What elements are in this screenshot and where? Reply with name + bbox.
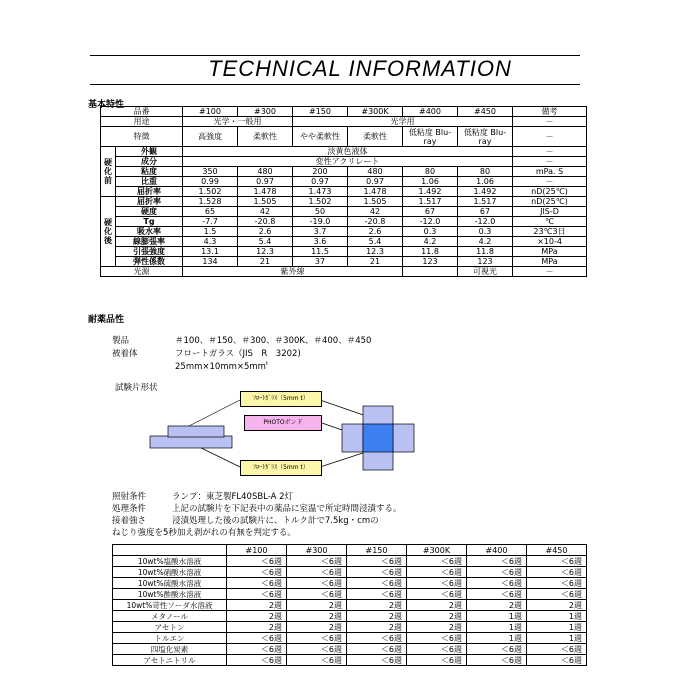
resistance-value: ＜6週 [527, 567, 587, 578]
resistance-value: ＜6週 [227, 644, 287, 655]
prop-note: JIS-D [513, 207, 587, 217]
feature-cell: 低粘度 Blu-ray [458, 127, 513, 147]
before-cure-label: 硬化前 [101, 147, 116, 197]
prop-label: 弾性係数 [116, 257, 183, 267]
prop-value: 50 [293, 207, 348, 217]
chemical-name: 10wt%塩酸水溶液 [113, 556, 227, 567]
resistance-value: 2週 [227, 600, 287, 611]
resistance-value: ＜6週 [347, 655, 407, 666]
resistance-value: 2週 [407, 600, 467, 611]
prop-value: -12.0 [403, 217, 458, 227]
prop-value: 42 [238, 207, 293, 217]
resistance-value: ＜6週 [287, 633, 347, 644]
feature-cell: 柔軟性 [238, 127, 293, 147]
specimen-size-text: 25mm×10mm×5mm [175, 361, 266, 372]
resistance-value: ＜6週 [347, 644, 407, 655]
prop-value: 4.3 [183, 237, 238, 247]
prop-value: 0.3 [458, 227, 513, 237]
prop-value: 1.505 [348, 197, 403, 207]
use-general: 光学・一般用 [183, 117, 293, 127]
feature-cell: やや柔軟性 [293, 127, 348, 147]
prop-value: -7.7 [183, 217, 238, 227]
chem-head-150: #150 [347, 545, 407, 556]
prop-value: 1.06 [403, 177, 458, 187]
bond-label: PHOTOボンド [244, 415, 322, 431]
use-label: 用途 [101, 117, 183, 127]
prop-label: 屈折率 [116, 187, 183, 197]
chem-head-100: #100 [227, 545, 287, 556]
col-head-400: #400 [403, 107, 458, 117]
feature-cell: 柔軟性 [348, 127, 403, 147]
prop-value: 5.4 [348, 237, 403, 247]
chemical-name: 10wt%苛性ソーダ水溶液 [113, 600, 227, 611]
prop-note: ℃ [513, 217, 587, 227]
col-head-150: #150 [293, 107, 348, 117]
use-note: － [513, 117, 587, 127]
prop-value: 0.99 [183, 177, 238, 187]
prop-label: 成分 [116, 157, 183, 167]
basic-section-title: 基本特性 [88, 100, 125, 110]
table-row [113, 567, 587, 578]
resistance-value: 2週 [407, 622, 467, 633]
prop-value: 1.505 [238, 197, 293, 207]
table-row [113, 622, 587, 633]
prop-value: 12.3 [238, 247, 293, 257]
chem-head-450: #450 [527, 545, 587, 556]
table-row [113, 600, 587, 611]
resistance-value: 1週 [467, 622, 527, 633]
prop-label: 比重 [116, 177, 183, 187]
prop-label: 粘度 [116, 167, 183, 177]
chemical-name: トルエン [113, 633, 227, 644]
resistance-value: 2週 [347, 600, 407, 611]
connector-line [185, 400, 240, 428]
prop-note: nD(25℃) [513, 197, 587, 207]
use-optical: 光学用 [293, 117, 513, 127]
resistance-value: 2週 [287, 622, 347, 633]
resistance-value: ＜6週 [347, 633, 407, 644]
resistance-value: ＜6週 [287, 556, 347, 567]
top-view-bond-area [363, 424, 393, 452]
prop-note: － [513, 157, 587, 167]
resistance-value: ＜6週 [347, 556, 407, 567]
prop-label: 引張強度 [116, 247, 183, 257]
prop-value: 123 [458, 257, 513, 267]
prop-value: 1.502 [183, 187, 238, 197]
resistance-value: ＜6週 [227, 655, 287, 666]
prop-label: 硬度 [116, 207, 183, 217]
prop-value-span: 淡黄色液体 [183, 147, 513, 157]
prop-value: 37 [293, 257, 348, 267]
prop-note: nD(25℃) [513, 187, 587, 197]
resistance-value: ＜6週 [527, 589, 587, 600]
prop-value: 1.492 [458, 187, 513, 197]
prop-value: 134 [183, 257, 238, 267]
chemical-name: 10wt%酢酸水溶液 [113, 589, 227, 600]
resistance-value: 2週 [467, 600, 527, 611]
resistance-value: ＜6週 [527, 644, 587, 655]
prop-value: 5.4 [238, 237, 293, 247]
resistance-value: ＜6週 [407, 633, 467, 644]
resistance-value: ＜6週 [347, 567, 407, 578]
prop-label: 屈折率 [116, 197, 183, 207]
resistance-value: ＜6週 [467, 567, 527, 578]
col-head-300: #300 [238, 107, 293, 117]
table-row [113, 644, 587, 655]
resistance-value: 2週 [227, 611, 287, 622]
prop-value: 11.8 [403, 247, 458, 257]
prop-value: 0.3 [403, 227, 458, 237]
chemical-resistance-table [112, 544, 587, 666]
col-head-note: 備考 [513, 107, 587, 117]
cond2-value: 上記の試験片を下記表中の薬品に室温で所定時間浸漬する。 [172, 504, 402, 514]
prop-value: 480 [348, 167, 403, 177]
prop-note: 23℃3日 [513, 227, 587, 237]
resistance-value: ＜6週 [287, 567, 347, 578]
chem-section-title: 耐薬品性 [88, 315, 125, 325]
prop-value: 67 [458, 207, 513, 217]
prop-value: 2.6 [348, 227, 403, 237]
prop-value: 4.2 [458, 237, 513, 247]
feature-cell: 低粘度 Blu-ray [403, 127, 458, 147]
resistance-value: ＜6週 [287, 644, 347, 655]
after-cure-label: 硬化後 [101, 197, 116, 267]
product-value: ＃100、＃150、＃300、＃300K、＃400、＃450 [175, 336, 372, 346]
chem-head-300: #300 [287, 545, 347, 556]
page-title: TECHNICAL INFORMATION [208, 56, 512, 81]
prop-value: 80 [458, 167, 513, 177]
resistance-value: 1週 [467, 611, 527, 622]
adherend-label: 被着体 [112, 349, 138, 359]
prop-value: 4.2 [403, 237, 458, 247]
feature-note: － [513, 127, 587, 147]
resistance-value: ＜6週 [227, 578, 287, 589]
shape-title: 試験片形状 [115, 383, 158, 393]
cond3-value-2: ねじり強度を5秒加え剥がれの有無を判定する。 [112, 528, 296, 538]
table-row [113, 556, 587, 567]
resistance-value: ＜6週 [467, 644, 527, 655]
resistance-value: ＜6週 [347, 578, 407, 589]
glass-bottom-label: ﾌﾛｰﾄｶﾞﾗｽ（5mm t） [240, 460, 322, 476]
cond1-label: 照射条件 [112, 492, 147, 502]
light-visible: 可視光 [458, 267, 513, 277]
prop-value: 3.7 [293, 227, 348, 237]
side-glass-top [168, 426, 224, 437]
prop-label: 線膨張率 [116, 237, 183, 247]
resistance-value: 2週 [347, 611, 407, 622]
side-glass-bottom [150, 436, 232, 448]
prop-value: 350 [183, 167, 238, 177]
resistance-value: ＜6週 [407, 567, 467, 578]
prop-value: 2.6 [238, 227, 293, 237]
chemical-name: 10wt%硫酸水溶液 [113, 578, 227, 589]
prop-label: Tg [116, 217, 183, 227]
resistance-value: ＜6週 [227, 589, 287, 600]
prop-value: 1.478 [348, 187, 403, 197]
chemical-name: アセトン [113, 622, 227, 633]
chemical-name: メタノール [113, 611, 227, 622]
prop-value: 65 [183, 207, 238, 217]
adherend-value: フロートガラス（JIS R 3202) [175, 349, 301, 359]
resistance-value: 2週 [227, 622, 287, 633]
resistance-value: ＜6週 [407, 578, 467, 589]
table-row [113, 633, 587, 644]
prop-value: 3.6 [293, 237, 348, 247]
specimen-size-sup: t [265, 361, 268, 367]
chem-head-300k: #300K [407, 545, 467, 556]
connector-line [322, 423, 342, 430]
resistance-value: ＜6週 [227, 633, 287, 644]
feature-label: 特徴 [101, 127, 183, 147]
resistance-value: ＜6週 [227, 556, 287, 567]
cond3-value: 浸漬処理した後の試験片に、トルク計で7.5kg・cmの [172, 516, 379, 526]
prop-value: 42 [348, 207, 403, 217]
prop-note: － [513, 177, 587, 187]
resistance-value: ＜6週 [407, 655, 467, 666]
table-row [113, 589, 587, 600]
resistance-value: ＜6週 [527, 556, 587, 567]
resistance-value: ＜6週 [467, 589, 527, 600]
prop-value: 67 [403, 207, 458, 217]
col-head-product: 品番 [101, 107, 183, 117]
prop-note: － [513, 147, 587, 157]
prop-value: 80 [403, 167, 458, 177]
prop-label: 外観 [116, 147, 183, 157]
prop-value: 11.5 [293, 247, 348, 257]
cond2-label: 処理条件 [112, 504, 147, 514]
prop-value: -12.0 [458, 217, 513, 227]
resistance-value: ＜6週 [467, 655, 527, 666]
cond1-value: ランプ：東芝製FL40SBL-A 2灯 [172, 492, 294, 502]
resistance-value: ＜6週 [407, 589, 467, 600]
chem-header-row [113, 545, 587, 556]
resistance-value: ＜6週 [287, 655, 347, 666]
prop-value-span: 変性アクリレート [183, 157, 513, 167]
resistance-value: ＜6週 [287, 589, 347, 600]
prop-value: 200 [293, 167, 348, 177]
chem-head-400: #400 [467, 545, 527, 556]
resistance-value: 1週 [527, 611, 587, 622]
table-row [113, 611, 587, 622]
prop-value: 1.528 [183, 197, 238, 207]
prop-value: -19.0 [293, 217, 348, 227]
prop-value: 1.5 [183, 227, 238, 237]
prop-note: MPa [513, 257, 587, 267]
feature-cell: 高強度 [183, 127, 238, 147]
prop-value: 12.3 [348, 247, 403, 257]
table-row [113, 578, 587, 589]
resistance-value: 2週 [407, 611, 467, 622]
product-label: 製品 [112, 336, 130, 346]
resistance-value: ＜6週 [347, 589, 407, 600]
light-note: － [513, 267, 587, 277]
resistance-value: ＜6週 [407, 644, 467, 655]
resistance-value: 2週 [287, 600, 347, 611]
prop-value: 1.473 [293, 187, 348, 197]
chemical-name: アセトニトリル [113, 655, 227, 666]
table-row [113, 655, 587, 666]
prop-note: ×10-4 [513, 237, 587, 247]
resistance-value: 1週 [527, 633, 587, 644]
prop-value: -20.8 [348, 217, 403, 227]
resistance-value: ＜6週 [527, 578, 587, 589]
prop-value: 1.517 [458, 197, 513, 207]
prop-value: 0.97 [348, 177, 403, 187]
resistance-value: 2週 [287, 611, 347, 622]
prop-value: 1.06 [458, 177, 513, 187]
prop-value: 21 [348, 257, 403, 267]
prop-value: 1.517 [403, 197, 458, 207]
prop-note: MPa [513, 247, 587, 257]
col-head-100: #100 [183, 107, 238, 117]
resistance-value: 2週 [527, 600, 587, 611]
prop-value: 11.8 [458, 247, 513, 257]
resistance-value: 1週 [467, 633, 527, 644]
resistance-value: ＜6週 [287, 578, 347, 589]
resistance-value: ＜6週 [227, 567, 287, 578]
glass-top-label: ﾌﾛｰﾄｶﾞﾗｽ（5mm t） [240, 391, 322, 407]
prop-note: mPa. S [513, 167, 587, 177]
prop-value: 1.502 [293, 197, 348, 207]
col-head-450: #450 [458, 107, 513, 117]
chemical-name: 10wt%硝酸水溶液 [113, 567, 227, 578]
resistance-value: ＜6週 [467, 578, 527, 589]
resistance-value: ＜6週 [407, 556, 467, 567]
prop-label: 吸水率 [116, 227, 183, 237]
resistance-value: ＜6週 [527, 655, 587, 666]
chemical-name: 四塩化炭素 [113, 644, 227, 655]
resistance-value: 1週 [527, 622, 587, 633]
light-uv: 紫外線 [183, 267, 403, 277]
prop-value: 13.1 [183, 247, 238, 257]
resistance-value: ＜6週 [467, 556, 527, 567]
light-label: 光源 [101, 267, 183, 277]
prop-value: 123 [403, 257, 458, 267]
col-head-300k: #300K [348, 107, 403, 117]
prop-value: -20.8 [238, 217, 293, 227]
prop-value: 1.492 [403, 187, 458, 197]
chem-head-blank [113, 545, 227, 556]
prop-value: 21 [238, 257, 293, 267]
prop-value: 1.478 [238, 187, 293, 197]
cond3-label: 接着強さ [112, 516, 147, 526]
prop-value: 0.97 [293, 177, 348, 187]
prop-value: 480 [238, 167, 293, 177]
resistance-value: 2週 [347, 622, 407, 633]
prop-value: 0.97 [238, 177, 293, 187]
